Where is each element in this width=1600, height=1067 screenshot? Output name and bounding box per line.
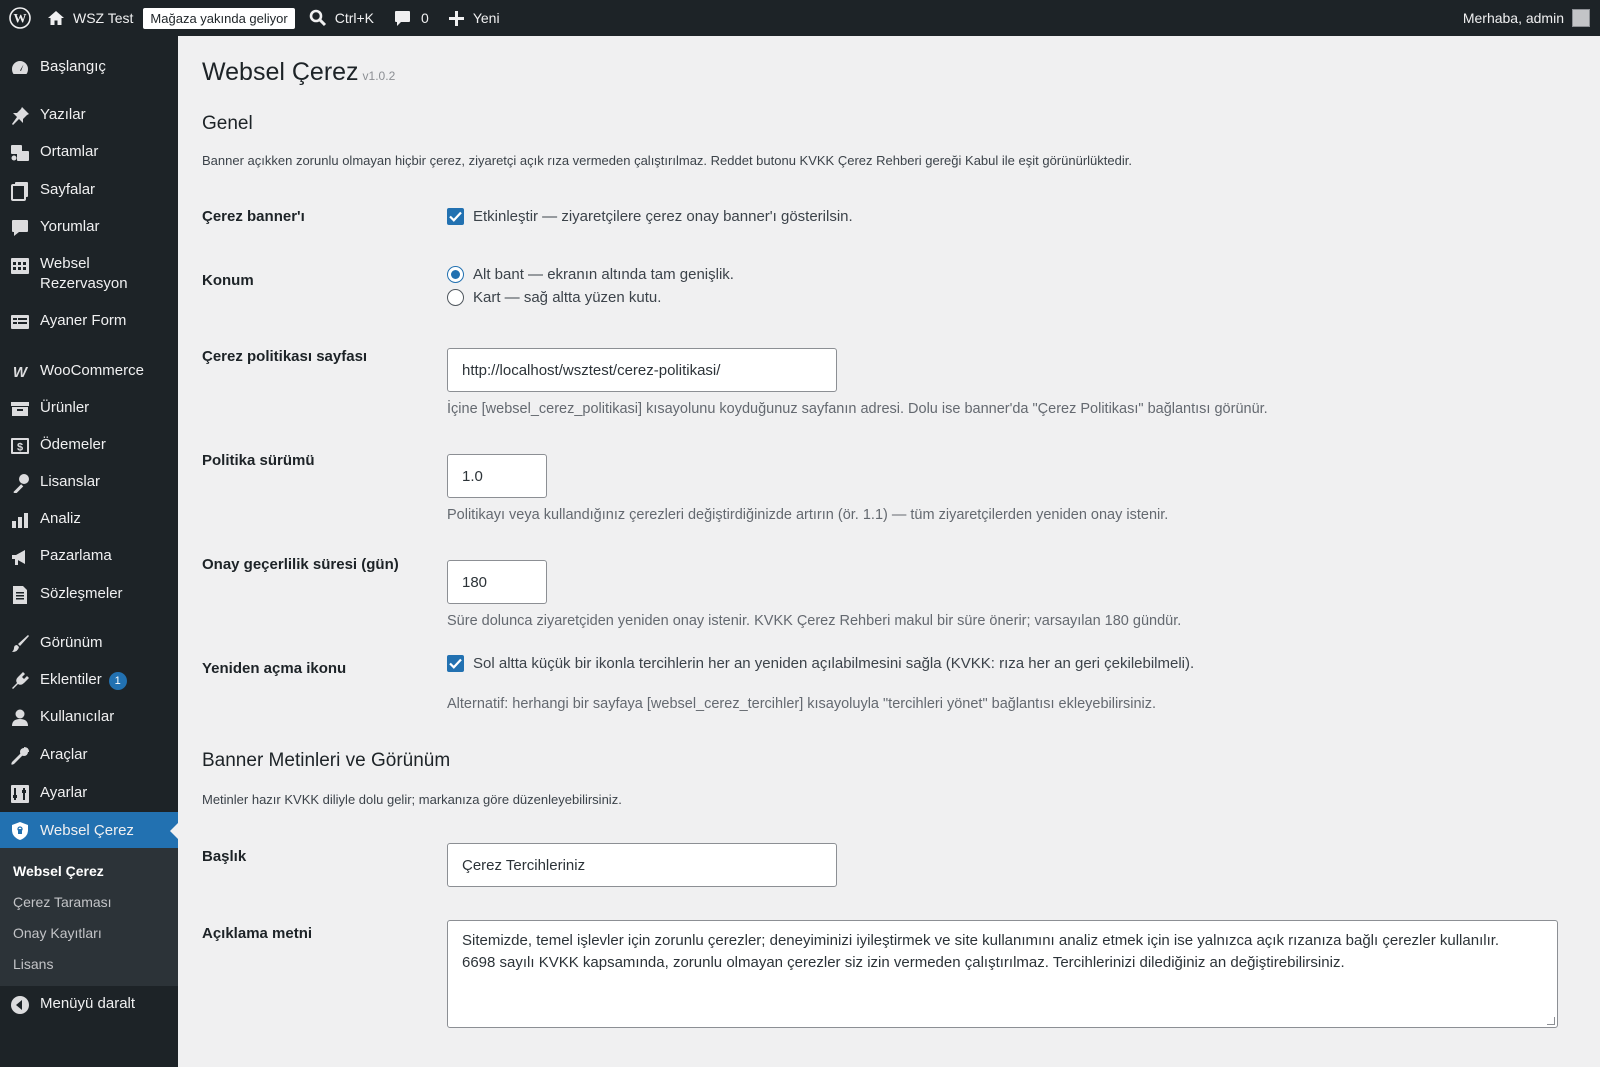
menu-products[interactable]: Ürünler bbox=[0, 398, 178, 419]
position-row-label: Konum bbox=[202, 272, 254, 289]
position-card-radio[interactable]: Kart — sağ altta yüzen kutu. bbox=[447, 289, 734, 306]
media-icon bbox=[0, 142, 40, 163]
collapse-arrow-icon bbox=[0, 994, 40, 1015]
submenu-lisans[interactable]: Lisans bbox=[13, 956, 54, 972]
menu-posts[interactable]: Yazılar bbox=[0, 105, 178, 126]
banner-row-label: Çerez banner'ı bbox=[202, 208, 305, 225]
menu-users[interactable]: Kullanıcılar bbox=[0, 707, 178, 728]
page-title: Websel Çerez v1.0.2 bbox=[202, 58, 396, 86]
search-icon bbox=[309, 9, 327, 27]
menu-tools[interactable]: Araçlar bbox=[0, 745, 178, 766]
reopen-icon-row-label: Yeniden açma ikonu bbox=[202, 660, 347, 677]
consent-days-input[interactable]: 180 bbox=[447, 560, 547, 604]
banner-heading-input[interactable]: Çerez Tercihleriniz bbox=[447, 843, 837, 887]
checkbox-checked-icon bbox=[447, 655, 464, 672]
plugin-update-badge: 1 bbox=[109, 672, 127, 690]
policy-page-hint: İçine [websel_cerez_politikasi] kısayolunu koyduğunuz sayfanın adresi. Dolu ise banner'da "Çerez Politikası" bağlantısı görünür. bbox=[447, 401, 1268, 417]
websel-cerez-submenu bbox=[0, 848, 178, 986]
menu-comments[interactable]: Yorumlar bbox=[0, 217, 178, 238]
version-label: v1.0.2 bbox=[362, 69, 396, 83]
menu-contracts[interactable]: Sözleşmeler bbox=[0, 584, 178, 605]
policy-page-row-label: Çerez politikası sayfası bbox=[202, 348, 368, 365]
menu-media[interactable]: Ortamlar bbox=[0, 142, 178, 163]
brush-icon bbox=[0, 633, 40, 654]
wrench-icon bbox=[0, 745, 40, 766]
chart-icon bbox=[0, 509, 40, 530]
calendar-icon bbox=[0, 254, 40, 275]
heading-row-label: Başlık bbox=[202, 848, 247, 865]
consent-days-row-label: Onay geçerlilik süresi (gün) bbox=[202, 556, 399, 573]
policy-version-hint: Politikayı veya kullandığınız çerezleri değiştirdiğinizde artırın (ör. 1.1) — tüm ziyaretçilerden yeniden onay istenir. bbox=[447, 507, 1169, 523]
megaphone-icon bbox=[0, 546, 40, 567]
comment-icon bbox=[394, 10, 411, 27]
command-palette-button[interactable]: Ctrl+K bbox=[301, 0, 382, 36]
settings-icon bbox=[0, 783, 40, 804]
admin-bar bbox=[0, 0, 1600, 36]
comment-icon bbox=[0, 217, 40, 238]
archive-icon bbox=[0, 398, 40, 419]
banner-texts-description: Metinler hazır KVKK diliyle dolu gelir; markanıza göre düzenleyebilirsiniz. bbox=[202, 792, 622, 807]
policy-page-url-input[interactable]: http://localhost/wsztest/cerez-politikasi/ bbox=[447, 348, 837, 392]
radio-selected-icon bbox=[447, 266, 464, 283]
collapse-menu-button[interactable]: Menüyü daralt bbox=[0, 994, 178, 1015]
my-account-menu[interactable]: Merhaba, admin bbox=[1455, 0, 1600, 36]
general-description: Banner açıkken zorunlu olmayan hiçbir çerez, ziyaretçi açık rıza vermeden çalıştırılmaz. Reddet butonu KVKK Çerez Rehberi gereği Kabul ile eşit görünürlüktedir. bbox=[202, 153, 1132, 168]
radio-unselected-icon bbox=[447, 289, 464, 306]
policy-version-row-label: Politika sürümü bbox=[202, 452, 315, 469]
banner-enable-checkbox[interactable]: Etkinleştir — ziyaretçilere çerez onay banner'ı gösterilsin. bbox=[447, 208, 853, 225]
menu-payments[interactable]: $ Ödemeler bbox=[0, 435, 178, 456]
general-section-title: Genel bbox=[202, 113, 253, 134]
new-content-button[interactable]: Yeni bbox=[441, 0, 508, 36]
pin-icon bbox=[0, 105, 40, 126]
menu-appearance[interactable]: Görünüm bbox=[0, 633, 178, 654]
woo-icon bbox=[0, 361, 40, 382]
wordpress-logo-icon[interactable] bbox=[1, 0, 39, 36]
store-coming-soon-badge[interactable]: Mağaza yakında geliyor bbox=[143, 8, 294, 29]
plugin-icon bbox=[0, 670, 40, 691]
menu-ayaner-form[interactable]: Ayaner Form bbox=[0, 311, 178, 332]
svg-text:$: $ bbox=[16, 441, 24, 454]
dashboard-icon bbox=[0, 57, 40, 78]
submenu-websel-cerez[interactable]: Websel Çerez bbox=[13, 863, 104, 879]
body-text-row-label: Açıklama metni bbox=[202, 925, 313, 942]
submenu-cerez-taramasi[interactable]: Çerez Taraması bbox=[13, 894, 112, 910]
menu-pages[interactable]: Sayfalar bbox=[0, 180, 178, 201]
avatar bbox=[1572, 9, 1590, 27]
banner-texts-section-title: Banner Metinleri ve Görünüm bbox=[202, 750, 451, 771]
svg-text:W: W bbox=[13, 10, 27, 26]
money-icon bbox=[0, 435, 40, 456]
checkbox-checked-icon bbox=[447, 208, 464, 225]
policy-version-input[interactable]: 1.0 bbox=[447, 454, 547, 498]
consent-days-hint: Süre dolunca ziyaretçiden yeniden onay istenir. KVKK Çerez Rehberi makul bir süre önerir; varsayılan 180 gündür. bbox=[447, 613, 1182, 629]
menu-dashboard[interactable]: Başlangıç bbox=[0, 57, 178, 78]
home-icon bbox=[47, 10, 65, 26]
user-icon bbox=[0, 707, 40, 728]
document-icon bbox=[0, 584, 40, 605]
reopen-icon-hint: Alternatif: herhangi bir sayfaya [websel_cerez_tercihler] kısayoluyla "tercihleri yönet" bağlantısı ekleyebilirsiniz. bbox=[447, 696, 1157, 712]
plus-icon bbox=[449, 11, 464, 26]
comments-link[interactable]: 0 bbox=[386, 0, 437, 36]
menu-marketing[interactable]: Pazarlama bbox=[0, 546, 178, 567]
site-name-link[interactable]: WSZ Test bbox=[39, 0, 141, 36]
admin-sidebar bbox=[0, 36, 178, 1067]
submenu-onay-kayitlari[interactable]: Onay Kayıtları bbox=[13, 925, 102, 941]
menu-websel-cerez[interactable]: Websel Çerez bbox=[0, 812, 178, 850]
menu-websel-rezervasyon[interactable]: Websel Rezervasyon bbox=[0, 254, 178, 294]
key-icon bbox=[0, 472, 40, 493]
form-icon bbox=[0, 311, 40, 332]
menu-analytics[interactable]: Analiz bbox=[0, 509, 178, 530]
menu-licenses[interactable]: Lisanslar bbox=[0, 472, 178, 493]
menu-woocommerce[interactable]: W WooCommerce bbox=[0, 361, 178, 382]
banner-body-textarea[interactable]: Sitemizde, temel işlevler için zorunlu çerezler; deneyiminizi iyileştirmek ve site kullanımını analiz etmek için ise yalnızca açık rızanıza bağlı çerezler kullanılır. 6698 sayılı KVKK kapsamında, zorunlu olmayan çerezler siz izin vermeden çalıştırılmaz. Tercihlerinizi dilediğiniz an değiştirebilirsiniz. bbox=[447, 920, 1558, 1028]
resize-handle[interactable] bbox=[1547, 1017, 1555, 1025]
menu-plugins[interactable]: Eklentiler 1 bbox=[0, 670, 178, 691]
reopen-icon-checkbox[interactable]: Sol altta küçük bir ikonla tercihlerin her an yeniden açılabilmesini sağla (KVKK: rıza her an geri çekilebilmeli). bbox=[447, 655, 1194, 672]
pages-icon bbox=[0, 180, 40, 201]
position-bottom-bar-radio[interactable]: Alt bant — ekranın altında tam genişlik. bbox=[447, 266, 734, 283]
shield-icon bbox=[0, 821, 40, 841]
svg-text:W: W bbox=[12, 364, 28, 381]
menu-settings[interactable]: Ayarlar bbox=[0, 783, 178, 804]
